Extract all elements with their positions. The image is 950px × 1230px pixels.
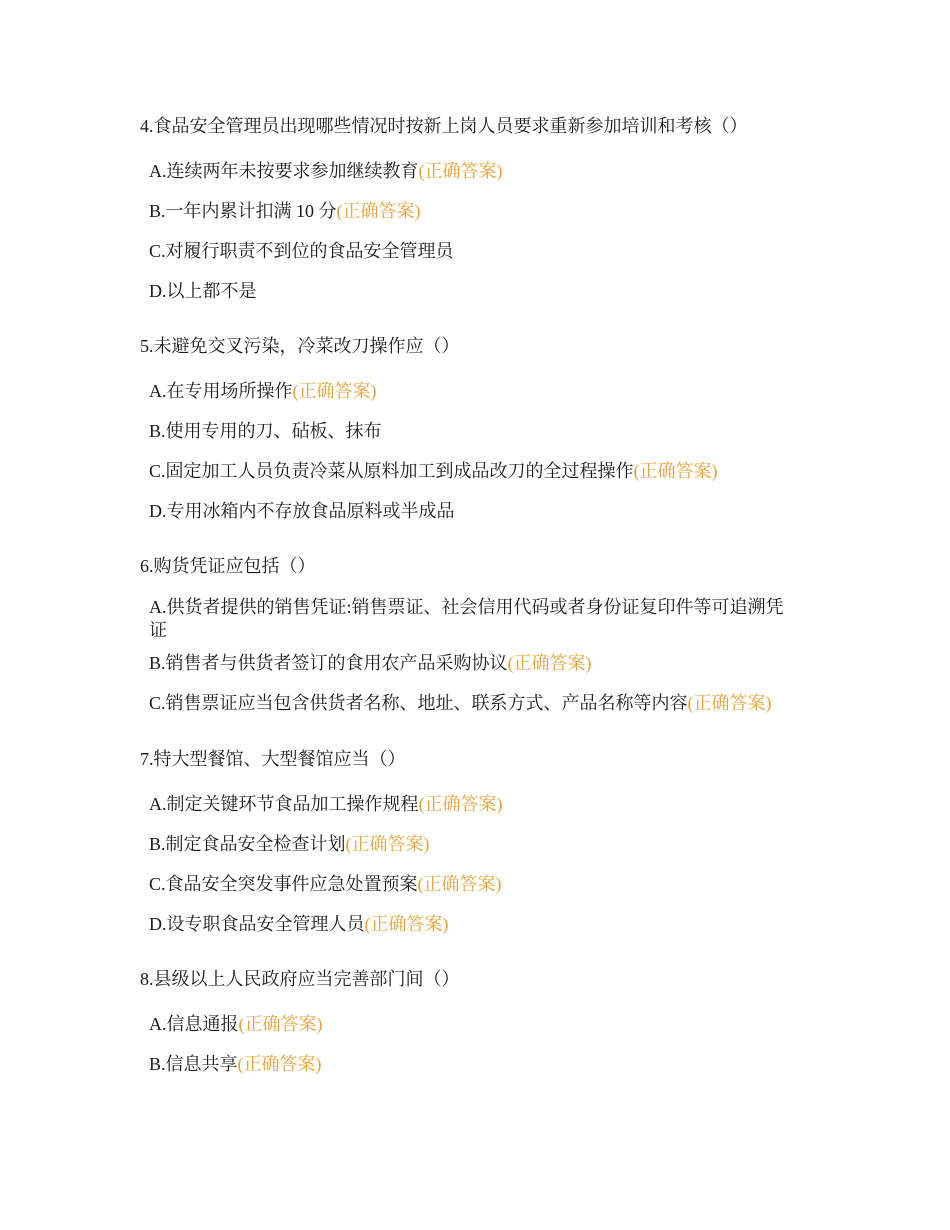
question-title: 5.未避免交叉污染，冷菜改刀操作应（） (140, 336, 460, 356)
question-4 (140, 114, 820, 303)
option-b (149, 200, 799, 223)
correct-answer-mark: (正确答案) (364, 914, 449, 934)
option-a (149, 380, 799, 403)
correct-answer-mark: (正确答案) (237, 1054, 322, 1074)
question-8 (140, 967, 820, 1076)
option-text: A.供货者提供的销售凭证:销售票证、社会信用代码或者身份证复印件等可追溯凭证 (149, 597, 784, 640)
option-text: A.信息通报 (149, 1014, 239, 1034)
question-title: 8.县级以上人民政府应当完善部门间（） (140, 969, 460, 989)
option-b (149, 833, 799, 856)
option-a (149, 793, 799, 816)
option-d (149, 913, 799, 936)
correct-answer-mark: (正确答案) (336, 201, 421, 221)
option-text: C.固定加工人员负责冷菜从原料加工到成品改刀的全过程操作 (149, 461, 634, 481)
option-text: D.设专职食品安全管理人员 (149, 914, 365, 934)
option-text: C.销售票证应当包含供货者名称、地址、联系方式、产品名称等内容 (149, 693, 688, 713)
question-title: 4.食品安全管理员出现哪些情况时按新上岗人员要求重新参加培训和考核（） (140, 116, 748, 136)
option-a (149, 1013, 799, 1036)
option-b (149, 652, 799, 675)
option-text: B.信息共享 (149, 1054, 238, 1074)
correct-answer-mark: (正确答案) (418, 161, 503, 181)
option-text: B.使用专用的刀、砧板、抹布 (149, 421, 382, 441)
correct-answer-mark: (正确答案) (292, 381, 377, 401)
question-title: 6.购货凭证应包括（） (140, 556, 316, 576)
option-text: A.连续两年未按要求参加继续教育 (149, 161, 419, 181)
correct-answer-mark: (正确答案) (633, 461, 718, 481)
option-a (149, 596, 799, 642)
option-c (149, 240, 799, 263)
option-b (149, 420, 799, 443)
correct-answer-mark: (正确答案) (345, 834, 430, 854)
question-title: 7.特大型餐馆、大型餐馆应当（） (140, 749, 406, 769)
question-6 (140, 554, 820, 715)
question-7 (140, 747, 820, 936)
correct-answer-mark: (正确答案) (417, 874, 502, 894)
option-a (149, 160, 799, 183)
question-5 (140, 334, 820, 523)
option-c (149, 873, 799, 896)
correct-answer-mark: (正确答案) (238, 1014, 323, 1034)
option-b (149, 1053, 799, 1076)
correct-answer-mark: (正确答案) (507, 653, 592, 673)
option-text: B.一年内累计扣满 10 分 (149, 201, 337, 221)
option-text: C.食品安全突发事件应急处置预案 (149, 874, 418, 894)
option-text: B.制定食品安全检查计划 (149, 834, 346, 854)
option-c (149, 692, 799, 715)
option-text: D.专用冰箱内不存放食品原料或半成品 (149, 501, 455, 521)
correct-answer-mark: (正确答案) (418, 794, 503, 814)
option-text: A.制定关键环节食品加工操作规程 (149, 794, 419, 814)
option-text: D.以上都不是 (149, 281, 257, 301)
correct-answer-mark: (正确答案) (687, 693, 772, 713)
option-d (149, 280, 799, 303)
option-text: B.销售者与供货者签订的食用农产品采购协议 (149, 653, 508, 673)
option-c (149, 460, 799, 483)
option-text: C.对履行职责不到位的食品安全管理员 (149, 241, 454, 261)
option-text: A.在专用场所操作 (149, 381, 293, 401)
option-d (149, 500, 799, 523)
